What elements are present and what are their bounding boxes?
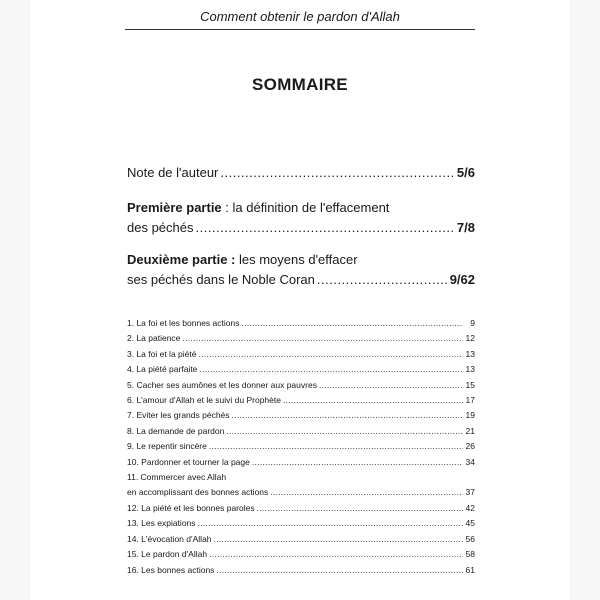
toc-sub-page: 9 [470, 318, 475, 328]
leader-dots [257, 501, 463, 516]
toc-sub-entry[interactable] [127, 393, 475, 408]
toc-sub-entry[interactable] [127, 470, 475, 485]
toc-sub-page: 37 [465, 487, 475, 498]
toc-entry-page: 9/62 [449, 272, 475, 287]
toc-sub-page: 58 [465, 549, 475, 560]
toc-part-title: les moyens d'effacer [235, 252, 358, 267]
toc-sub-page: 21 [465, 425, 475, 436]
toc-sub-label: 4. La piété parfaite [127, 364, 198, 375]
leader-dots [241, 316, 463, 331]
toc-sub-page: 26 [465, 441, 475, 452]
leader-dots [220, 163, 455, 183]
toc-sub-label: 1. La foi et les bonnes actions [127, 318, 240, 328]
leader-dots [216, 563, 463, 578]
toc-sub-page: 13 [465, 364, 475, 375]
toc-entry-author-note[interactable] [127, 163, 475, 183]
document-page [30, 0, 570, 600]
toc-sub-page: 17 [465, 395, 475, 406]
toc-sub-label: en accomplissant des bonnes actions [127, 487, 269, 498]
toc-sub-label: 6. L'amour d'Allah et le suivi du Prophète [127, 395, 281, 406]
toc-sub-entry[interactable] [127, 331, 475, 346]
toc-sub-page: 34 [465, 456, 475, 467]
toc-sub-label: 14. L'évocation d'Allah [127, 533, 212, 544]
toc-sub-entry[interactable] [127, 501, 475, 516]
toc-entry-label: Note de l'auteur [127, 165, 219, 180]
toc-sub-label: 13. Les expiations [127, 518, 196, 529]
toc-entry-label: des péchés [127, 220, 194, 235]
toc-part-title: : la définition de l'effacement [221, 200, 390, 215]
leader-dots [317, 270, 448, 290]
leader-dots [252, 455, 463, 470]
toc-entry-part-1[interactable] [127, 198, 475, 238]
leader-dots [199, 362, 463, 377]
toc-sub-entry[interactable] [127, 563, 475, 578]
toc-sub-page: 19 [465, 410, 475, 421]
toc-sub-page: 45 [465, 518, 475, 529]
toc-sub-entry[interactable] [127, 408, 475, 423]
leader-dots [196, 218, 455, 238]
toc-sub-entry[interactable] [127, 378, 475, 393]
toc-sub-label: 12. La piété et les bonnes paroles [127, 502, 255, 513]
toc-entry-page: 7/8 [456, 220, 475, 235]
main-toc [127, 163, 475, 290]
leader-dots [198, 516, 463, 531]
toc-sub-entry[interactable] [127, 485, 475, 500]
header-rule [125, 29, 475, 30]
toc-sub-page: 56 [465, 533, 475, 544]
toc-entry-part-2[interactable] [127, 250, 475, 290]
toc-sub-entry[interactable] [127, 547, 475, 562]
toc-sub-label: 5. Cacher ses aumônes et les donner aux pauvres [127, 379, 317, 390]
page-title: SOMMAIRE [252, 75, 348, 94]
toc-part-label: Première partie [127, 200, 222, 215]
toc-sub-page: 42 [465, 502, 475, 513]
toc-sub-label: 11. Commercer avec Allah [127, 472, 227, 483]
toc-sub-label: 7. Eviter les grands péchés [127, 410, 230, 421]
leader-dots [270, 485, 463, 500]
running-header: Comment obtenir le pardon d'Allah [200, 9, 400, 24]
leader-dots [226, 424, 463, 439]
toc-sub-label: 15. Le pardon d'Allah [127, 549, 208, 560]
toc-part-label: Deuxième partie : [127, 252, 236, 267]
toc-sub-label: 16. Les bonnes actions [127, 564, 215, 575]
toc-entry-label: ses péchés dans le Noble Coran [127, 272, 315, 287]
toc-sub-entry[interactable] [127, 316, 475, 331]
toc-sub-label: 3. La foi et la piété [127, 348, 197, 359]
toc-sub-page: 15 [465, 379, 475, 390]
toc-sub-entry[interactable] [127, 362, 475, 377]
leader-dots [198, 347, 463, 362]
sub-toc [127, 316, 475, 578]
toc-sub-label: 2. La patience [127, 333, 181, 344]
toc-sub-page: 12 [465, 333, 475, 344]
toc-sub-label: 10. Pardonner et tourner la page [127, 456, 250, 467]
toc-sub-entry[interactable] [127, 532, 475, 547]
toc-sub-page: 13 [465, 348, 475, 359]
toc-sub-label: 9. Le repentir sincère [127, 441, 207, 452]
leader-dots [182, 331, 463, 346]
toc-sub-entry[interactable] [127, 424, 475, 439]
toc-sub-label: 8. La demande de pardon [127, 425, 225, 436]
leader-dots [209, 547, 463, 562]
leader-dots [209, 439, 463, 454]
leader-dots [232, 408, 463, 423]
toc-sub-entry[interactable] [127, 439, 475, 454]
toc-sub-page: 61 [465, 564, 475, 575]
leader-dots [214, 532, 463, 547]
toc-entry-page: 5/6 [456, 165, 475, 180]
leader-dots [283, 393, 463, 408]
leader-dots [319, 378, 463, 393]
toc-sub-entry[interactable] [127, 516, 475, 531]
toc-sub-entry[interactable] [127, 347, 475, 362]
toc-sub-entry[interactable] [127, 455, 475, 470]
